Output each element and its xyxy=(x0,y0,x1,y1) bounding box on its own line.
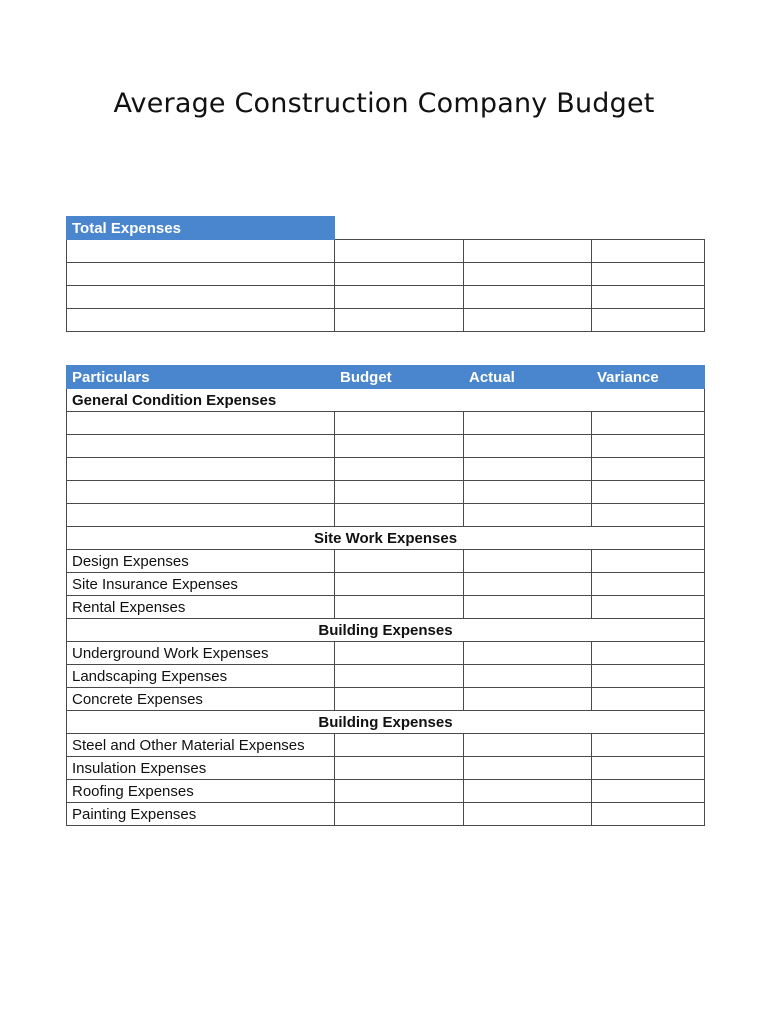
table-cell[interactable] xyxy=(67,263,335,286)
table-cell[interactable] xyxy=(592,504,705,527)
variance-cell[interactable] xyxy=(592,550,705,573)
row-label: Insulation Expenses xyxy=(67,757,335,780)
table-cell[interactable] xyxy=(592,412,705,435)
table-cell[interactable] xyxy=(464,458,592,481)
table-cell[interactable] xyxy=(592,481,705,504)
table-row xyxy=(67,780,705,803)
table-cell[interactable] xyxy=(592,435,705,458)
column-header-particulars: Particulars xyxy=(67,366,335,389)
budget-cell[interactable] xyxy=(335,688,464,711)
section-row xyxy=(67,527,705,550)
table-row xyxy=(67,688,705,711)
table-row xyxy=(67,550,705,573)
column-header-budget: Budget xyxy=(335,366,464,389)
section-general-condition: General Condition Expenses xyxy=(67,389,705,412)
table-cell[interactable] xyxy=(67,240,335,263)
row-label: Concrete Expenses xyxy=(67,688,335,711)
section-site-work: Site Work Expenses xyxy=(67,527,705,550)
table-cell[interactable] xyxy=(464,309,592,332)
actual-cell[interactable] xyxy=(464,596,592,619)
table-row xyxy=(67,435,705,458)
row-label: Painting Expenses xyxy=(67,803,335,826)
actual-cell[interactable] xyxy=(464,550,592,573)
table-cell[interactable] xyxy=(67,412,335,435)
table-cell[interactable] xyxy=(464,240,592,263)
actual-cell[interactable] xyxy=(464,803,592,826)
actual-cell[interactable] xyxy=(464,573,592,596)
actual-cell[interactable] xyxy=(464,780,592,803)
table-row xyxy=(67,412,705,435)
header-blank-area xyxy=(335,217,705,240)
table-cell[interactable] xyxy=(592,286,705,309)
actual-cell[interactable] xyxy=(464,642,592,665)
table-row xyxy=(67,734,705,757)
table-row xyxy=(67,573,705,596)
table-row xyxy=(67,458,705,481)
budget-cell[interactable] xyxy=(335,803,464,826)
table-cell[interactable] xyxy=(67,309,335,332)
table-cell[interactable] xyxy=(464,435,592,458)
budget-cell[interactable] xyxy=(335,780,464,803)
table-cell[interactable] xyxy=(335,435,464,458)
table-cell[interactable] xyxy=(335,504,464,527)
total-expenses-header: Total Expenses xyxy=(67,217,335,240)
variance-cell[interactable] xyxy=(592,688,705,711)
table-row xyxy=(67,309,705,332)
budget-cell[interactable] xyxy=(335,734,464,757)
table-row xyxy=(67,240,705,263)
table-row xyxy=(67,286,705,309)
column-header-actual: Actual xyxy=(464,366,592,389)
row-label: Rental Expenses xyxy=(67,596,335,619)
column-header-variance: Variance xyxy=(592,366,705,389)
table-row xyxy=(67,803,705,826)
budget-table xyxy=(66,365,705,826)
table-cell[interactable] xyxy=(67,458,335,481)
table-row xyxy=(67,757,705,780)
variance-cell[interactable] xyxy=(592,757,705,780)
row-label: Roofing Expenses xyxy=(67,780,335,803)
total-expenses-header-row xyxy=(67,217,705,240)
page-title: Average Construction Company Budget xyxy=(113,88,655,119)
table-cell[interactable] xyxy=(464,286,592,309)
table-cell[interactable] xyxy=(67,286,335,309)
table-cell[interactable] xyxy=(464,504,592,527)
actual-cell[interactable] xyxy=(464,665,592,688)
table-row xyxy=(67,642,705,665)
budget-cell[interactable] xyxy=(335,665,464,688)
row-label: Landscaping Expenses xyxy=(67,665,335,688)
row-label: Design Expenses xyxy=(67,550,335,573)
total-expenses-table xyxy=(66,216,705,332)
table-cell[interactable] xyxy=(67,435,335,458)
table-cell[interactable] xyxy=(67,481,335,504)
actual-cell[interactable] xyxy=(464,688,592,711)
budget-cell[interactable] xyxy=(335,596,464,619)
budget-cell[interactable] xyxy=(335,573,464,596)
table-cell[interactable] xyxy=(592,309,705,332)
section-building-2: Building Expenses xyxy=(67,711,705,734)
section-row xyxy=(67,619,705,642)
table-cell[interactable] xyxy=(335,263,464,286)
variance-cell[interactable] xyxy=(592,573,705,596)
table-cell[interactable] xyxy=(592,240,705,263)
variance-cell[interactable] xyxy=(592,642,705,665)
table-cell[interactable] xyxy=(592,458,705,481)
table-cell[interactable] xyxy=(464,263,592,286)
table-row xyxy=(67,665,705,688)
budget-cell[interactable] xyxy=(335,642,464,665)
section-row xyxy=(67,389,705,412)
table-cell[interactable] xyxy=(335,240,464,263)
budget-cell[interactable] xyxy=(335,550,464,573)
variance-cell[interactable] xyxy=(592,780,705,803)
table-cell[interactable] xyxy=(335,481,464,504)
table-cell[interactable] xyxy=(464,412,592,435)
budget-cell[interactable] xyxy=(335,757,464,780)
column-header-row xyxy=(67,366,705,389)
section-building-1: Building Expenses xyxy=(67,619,705,642)
table-cell[interactable] xyxy=(335,458,464,481)
table-cell[interactable] xyxy=(464,481,592,504)
row-label: Steel and Other Material Expenses xyxy=(67,734,335,757)
row-label: Site Insurance Expenses xyxy=(67,573,335,596)
section-row xyxy=(67,711,705,734)
actual-cell[interactable] xyxy=(464,734,592,757)
table-cell[interactable] xyxy=(67,504,335,527)
table-row xyxy=(67,263,705,286)
variance-cell[interactable] xyxy=(592,734,705,757)
table-cell[interactable] xyxy=(335,286,464,309)
table-row xyxy=(67,504,705,527)
row-label: Underground Work Expenses xyxy=(67,642,335,665)
table-cell[interactable] xyxy=(335,309,464,332)
table-row xyxy=(67,596,705,619)
table-row xyxy=(67,481,705,504)
variance-cell[interactable] xyxy=(592,803,705,826)
table-cell[interactable] xyxy=(335,412,464,435)
actual-cell[interactable] xyxy=(464,757,592,780)
variance-cell[interactable] xyxy=(592,596,705,619)
table-cell[interactable] xyxy=(592,263,705,286)
variance-cell[interactable] xyxy=(592,665,705,688)
